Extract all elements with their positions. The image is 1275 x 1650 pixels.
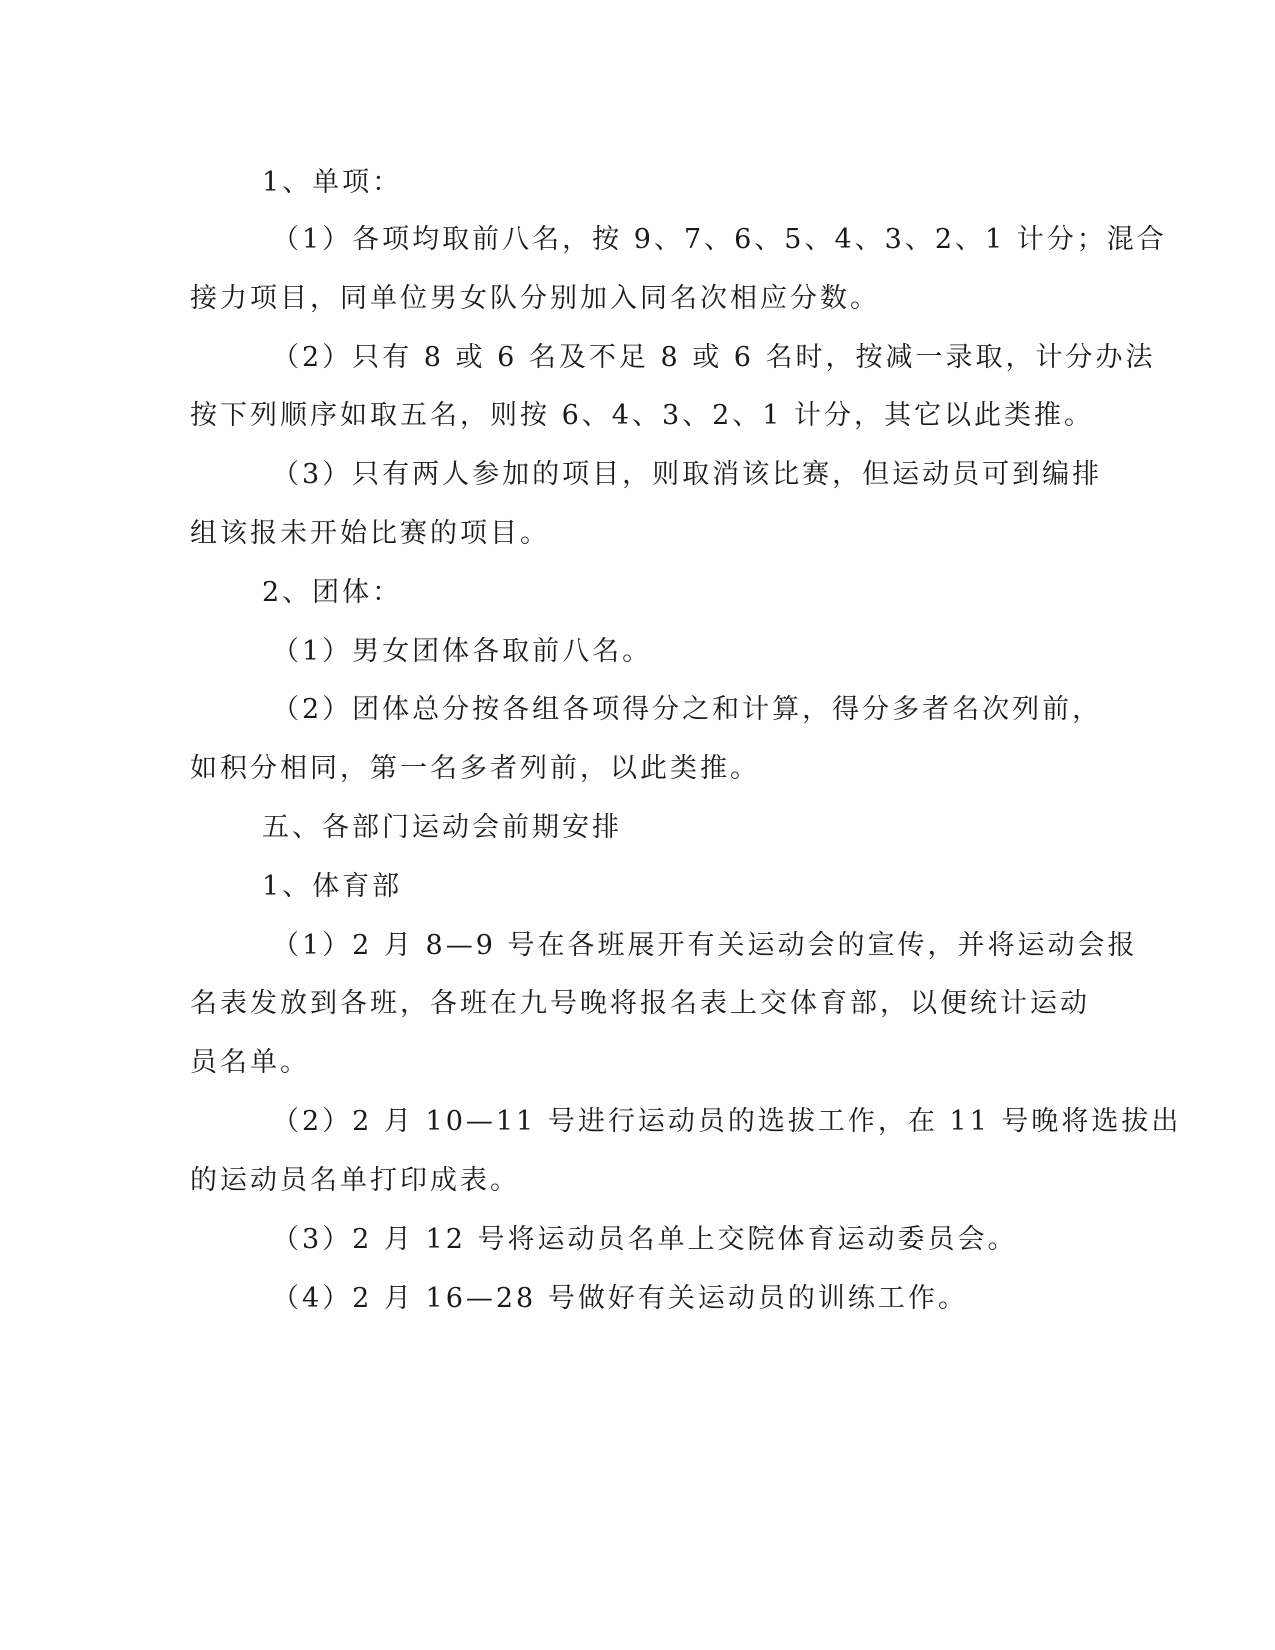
paragraph-line: 如积分相同，第一名多者列前，以此类推。 — [190, 753, 760, 784]
paragraph-line: 组该报未开始比赛的项目。 — [190, 518, 550, 549]
paragraph-line: 的运动员名单打印成表。 — [190, 1165, 520, 1196]
paragraph-line: （1）2 月 8—9 号在各班展开有关运动会的宣传，并将运动会报 — [272, 930, 1138, 961]
paragraph-line: （1）男女团体各取前八名。 — [272, 636, 653, 667]
section-heading-individual: 1、单项： — [262, 167, 403, 198]
section-heading-five: 五、各部门运动会前期安排 — [262, 812, 622, 843]
paragraph-line: （2）2 月 10—11 号进行运动员的选拔工作，在 11 号晚将选拔出 — [272, 1106, 1182, 1137]
paragraph-line: （3）只有两人参加的项目，则取消该比赛，但运动员可到编排 — [272, 459, 1103, 490]
paragraph-line: 接力项目，同单位男女队分别加入同名次相应分数。 — [190, 283, 880, 314]
paragraph-line: 按下列顺序如取五名，则按 6、4、3、2、1 计分，其它以此类推。 — [190, 400, 1095, 431]
paragraph-line: （1）各项均取前八名，按 9、7、6、5、4、3、2、1 计分；混合 — [272, 224, 1167, 255]
paragraph-line: （2）团体总分按各组各项得分之和计算，得分多者名次列前， — [272, 694, 1103, 725]
paragraph-line: （2）只有 8 或 6 名及不足 8 或 6 名时，按减一录取，计分办法 — [272, 342, 1156, 373]
subsection-heading-sports-dept: 1、体育部 — [262, 871, 403, 902]
paragraph-line: 员名单。 — [190, 1047, 310, 1078]
section-heading-team: 2、团体： — [262, 577, 403, 608]
paragraph-line: （4）2 月 16—28 号做好有关运动员的训练工作。 — [272, 1283, 968, 1314]
paragraph-line: 名表发放到各班，各班在九号晚将报名表上交体育部，以便统计运动 — [190, 988, 1090, 1019]
paragraph-line: （3）2 月 12 号将运动员名单上交院体育运动委员会。 — [272, 1224, 1018, 1255]
